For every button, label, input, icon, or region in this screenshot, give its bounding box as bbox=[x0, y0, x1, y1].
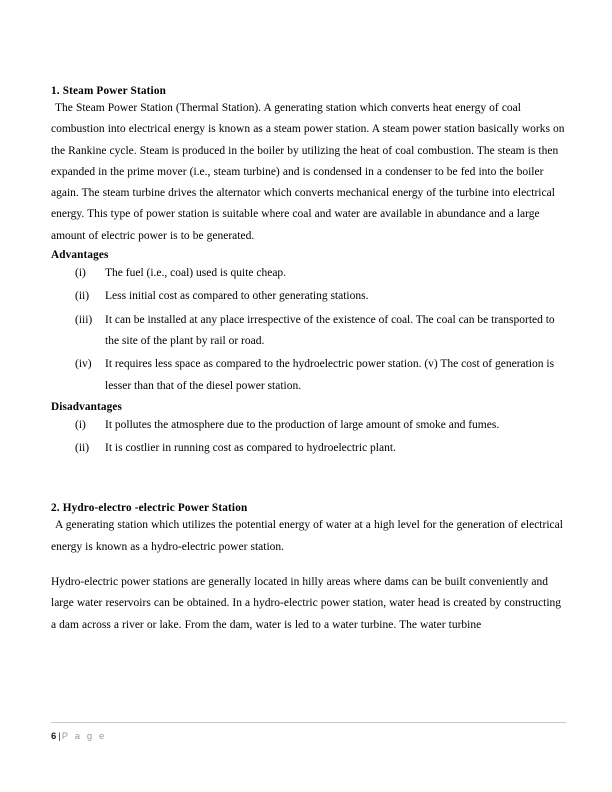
document-content bbox=[51, 84, 566, 636]
list-marker: (i) bbox=[75, 267, 86, 280]
footer-page-indicator bbox=[51, 730, 566, 743]
list-item bbox=[51, 438, 566, 459]
list-item bbox=[51, 415, 566, 436]
section-2-paragraph-1: A generating station which utilizes the potential energy of water at a high level for the generation of electrical energy is known as a hydro-electric power station. bbox=[51, 519, 563, 553]
footer-page-number: 6 bbox=[51, 731, 57, 742]
list-marker: (i) bbox=[75, 418, 86, 431]
disadvantages-heading: Disadvantages bbox=[51, 400, 122, 413]
footer-page-label: P a g e bbox=[61, 731, 107, 742]
list-item-text: It pollutes the atmosphere due to the production of large amount of smoke and fumes. bbox=[105, 418, 500, 431]
page-footer bbox=[51, 722, 566, 743]
disadvantages-list bbox=[51, 415, 566, 460]
footer-divider bbox=[51, 722, 566, 723]
list-item bbox=[51, 263, 566, 284]
section-2-paragraph-2: Hydro-electric power stations are generally located in hilly areas where dams can be built conveniently and large water reservoirs can be obtained. In a hydro-electric power station, water head is created by constructing a dam across a river or lake. From the dam, water is led to a water turbine. The water turbine bbox=[51, 576, 562, 631]
list-item bbox=[51, 310, 566, 353]
list-item-text: The fuel (i.e., coal) used is quite cheap. bbox=[105, 267, 287, 280]
list-item-text: It can be installed at any place irrespective of the existence of coal. The coal can be transported to the site of the plant by rail or road. bbox=[105, 313, 555, 347]
list-item-text: It requires less space as compared to the hydroelectric power station. (v) The cost of generation is lesser than that of the diesel power station. bbox=[105, 358, 555, 392]
list-marker: (iv) bbox=[75, 358, 92, 371]
footer-separator: | bbox=[58, 731, 61, 742]
list-marker: (iii) bbox=[75, 313, 93, 326]
list-item bbox=[51, 286, 566, 307]
list-marker: (ii) bbox=[75, 442, 90, 455]
advantages-list bbox=[51, 263, 566, 397]
list-item bbox=[51, 354, 566, 397]
list-item-text: It is costlier in running cost as compared to hydroelectric plant. bbox=[105, 442, 396, 455]
section-1-paragraph: The Steam Power Station (Thermal Station). A generating station which converts heat energy of coal combustion into electrical energy is known as a steam power station. A steam power station basically works on the Rankine cycle. Steam is produced in the boiler by utilizing the heat of coal combustion. The steam is then expanded in the prime mover (i.e., steam turbine) and is condensed in a condenser to be fed into the boiler again. The steam turbine drives the alternator which converts mechanical energy of the turbine into electrical energy. This type of power station is suitable where coal and water are available in abundance and a large amount of electric power is to be generated. bbox=[51, 102, 565, 242]
list-marker: (ii) bbox=[75, 290, 90, 303]
section-gap bbox=[51, 461, 566, 501]
advantages-heading: Advantages bbox=[51, 249, 109, 262]
section-1-heading: 1. Steam Power Station bbox=[51, 85, 166, 97]
list-item-text: Less initial cost as compared to other generating stations. bbox=[105, 290, 369, 303]
section-2-heading: 2. Hydro-electro -electric Power Station bbox=[51, 502, 248, 515]
